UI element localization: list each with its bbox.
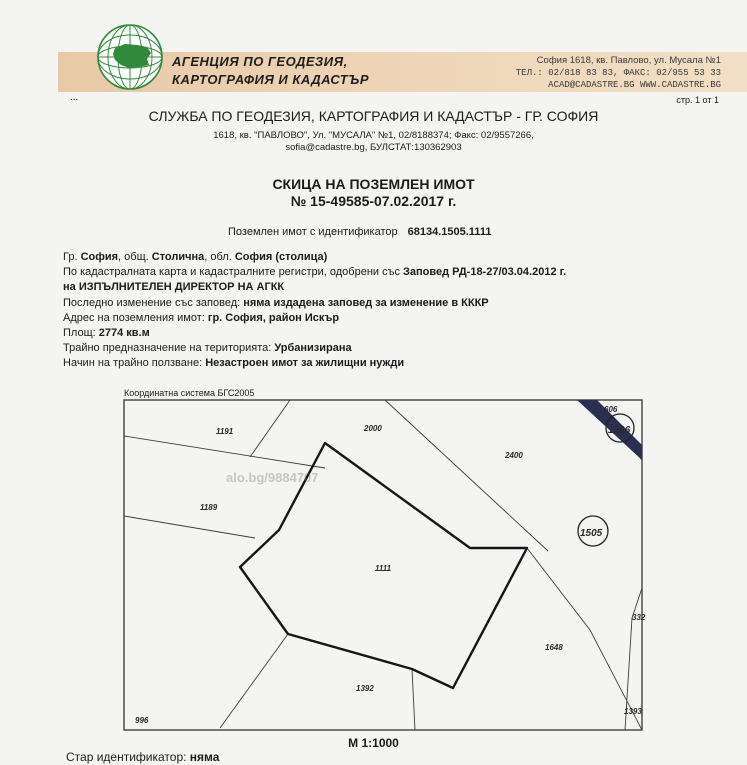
page-number: стр. 1 от 1 — [676, 95, 719, 105]
old-identifier-label: Стар идентификатор: — [66, 750, 190, 764]
boundary-line — [412, 669, 415, 730]
usage-value: Незастроен имот за жилищни нужди — [205, 357, 405, 370]
boundary-line — [124, 436, 325, 468]
map-scale: М 1:1000 — [348, 736, 399, 750]
region-value: София (столица) — [234, 251, 328, 263]
address-label: Адрес на поземления имот: — [63, 311, 208, 324]
area-value: 2774 кв.м — [98, 327, 150, 340]
parcel-1111: 1111 — [375, 564, 392, 573]
parcel-606: 606 — [604, 405, 618, 414]
boundary-line — [527, 548, 642, 730]
service-address-line2: sofia@cadastre.bg, БУЛСТАТ:130362903 — [285, 142, 462, 153]
municipality-prefix: , общ. — [118, 251, 152, 263]
boundary-line — [124, 516, 255, 538]
identifier-label: Поземлен имот с идентификатор — [228, 226, 398, 238]
parcel-1648: 1648 — [545, 643, 563, 652]
service-title: СЛУЖБА ПО ГЕОДЕЗИЯ, КАРТОГРАФИЯ И КАДАСТЪР - ГР. СОФИЯ — [148, 108, 599, 124]
municipality-value: Столична — [151, 251, 205, 263]
parcel-1392: 1392 — [356, 684, 374, 693]
agency-name-line2: КАРТОГРАФИЯ И КАДАСТЪР — [172, 72, 369, 87]
agency-name-line1: АГЕНЦИЯ ПО ГЕОДЕЗИЯ, — [172, 54, 348, 69]
parcel-1505: 1505 — [580, 528, 603, 539]
boundary-line — [220, 634, 288, 728]
area-label: Площ: — [63, 327, 99, 340]
parcel-1191: 1191 — [216, 427, 234, 436]
boundary-line — [385, 400, 548, 551]
coordinate-system-label: Координатна система БГС2005 — [124, 388, 255, 398]
purpose-value: Урбанизирана — [274, 342, 352, 355]
identifier-value: 68134.1505.1111 — [407, 226, 492, 238]
city-prefix: Гр. — [63, 251, 81, 263]
header-dots: ... — [70, 92, 79, 103]
parcel-1189: 1189 — [200, 503, 218, 512]
parcel-1506: 1506 — [608, 425, 631, 436]
map-approval-value: Заповед РД-18-27/03.04.2012 г. — [403, 266, 567, 279]
usage-label: Начин на трайно ползване: — [63, 357, 206, 370]
region-prefix: , обл. — [204, 251, 235, 263]
director-value: на ИЗПЪЛНИТЕЛЕН ДИРЕКТОР НА АГКК — [63, 281, 285, 294]
parcel-996: 996 — [135, 716, 149, 725]
city-value: София — [80, 251, 119, 263]
parcel-2400: 2400 — [505, 451, 523, 460]
agency-email-web: ACAD@CADASTRE.BG WWW.CADASTRE.BG — [548, 80, 721, 90]
parcel-1393: 1393 — [624, 707, 642, 716]
old-identifier-value: няма — [189, 750, 220, 764]
agency-phone-fax: ТЕЛ.: 02/818 83 83, ФАКС: 02/955 53 33 — [515, 68, 721, 78]
boundary-line — [250, 400, 290, 457]
document-number: № 15-49585-07.02.2017 г. — [290, 193, 457, 209]
parcel-332: 332 — [632, 613, 646, 622]
purpose-label: Трайно предназначение на територията: — [63, 342, 275, 355]
last-change-value: няма издадена заповед за изменение в КККР — [243, 296, 489, 309]
old-identifier-line — [66, 750, 219, 764]
last-change-label: Последно изменение със заповед: — [63, 296, 244, 309]
service-address-line1: 1618, кв. "ПАВЛОВО", Ул. "МУСАЛА" №1, 02/8188374; Факс: 02/9557266, — [213, 130, 534, 141]
map-approval-label: По кадастралната карта и кадастралните регистри, одобрени със — [63, 266, 404, 279]
document-title: СКИЦА НА ПОЗЕМЛЕН ИМОТ — [272, 176, 475, 192]
watermark: alo.bg/9884707 — [226, 470, 319, 485]
address-value: гр. София, район Искър — [207, 311, 340, 324]
agency-address: София 1618, кв. Павлово, ул. Мусала №1 — [536, 55, 721, 66]
parcel-2000: 2000 — [364, 424, 382, 433]
